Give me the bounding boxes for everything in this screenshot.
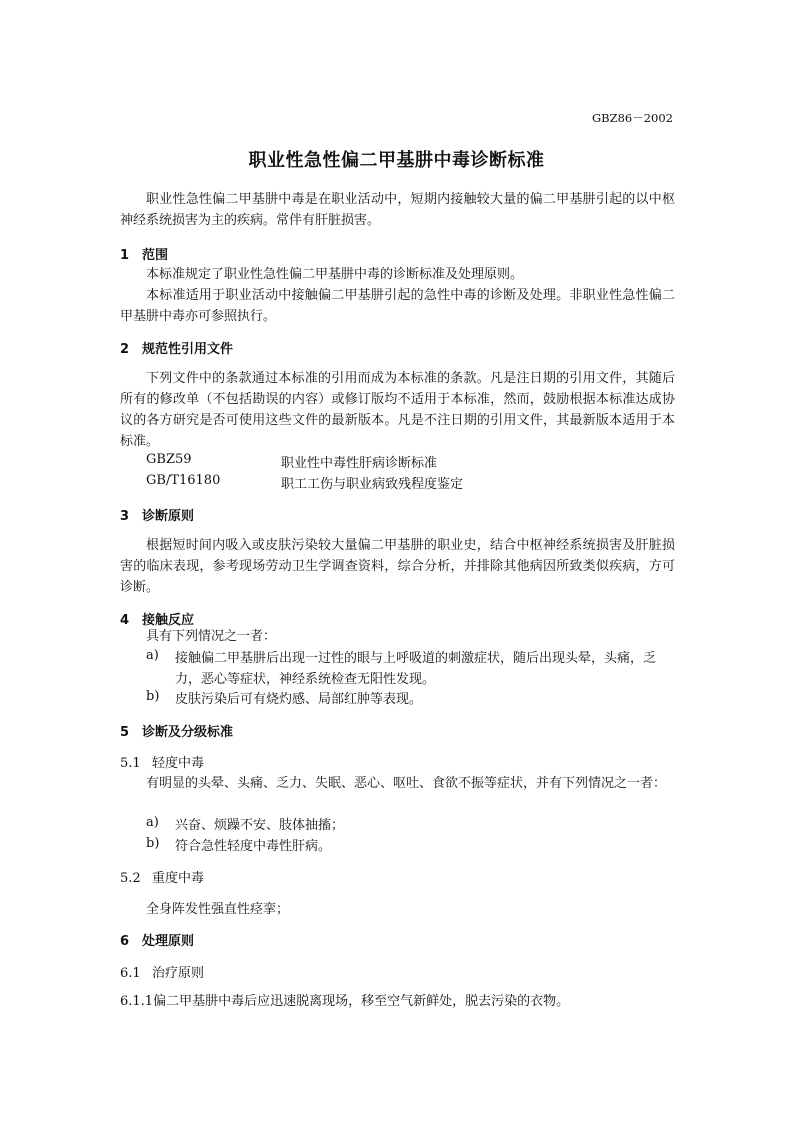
section-6-heading xyxy=(120,930,194,949)
section-1-paragraph-2: 本标准适用于职业活动中接触偏二甲基肼引起的急性中毒的诊断及处理。非职业性急性偏二甲基肼中毒亦可参照执行。 xyxy=(120,288,675,324)
list-item-mark: a) xyxy=(146,815,159,830)
reference-title: 职工工伤与职业病致残程度鉴定 xyxy=(281,477,464,492)
subsection-6-1-1-line xyxy=(120,990,569,1009)
section-title: 处理原则 xyxy=(142,934,195,949)
standard-number: GBZ86－2002 xyxy=(591,111,673,125)
subsection-number: 6.1.1 xyxy=(120,994,154,1009)
subsection-title: 治疗原则 xyxy=(152,966,205,981)
section-title: 接触反应 xyxy=(142,613,195,628)
subsection-number: 5.1 xyxy=(120,756,141,771)
section-4-lead: 具有下列情况之一者： xyxy=(146,629,277,644)
subsection-6-1-heading xyxy=(120,962,204,981)
reference-title: 职业性中毒性肝病诊断标准 xyxy=(281,456,438,471)
reference-code: GBZ59 xyxy=(146,452,192,467)
section-number: 2 xyxy=(120,342,130,357)
list-item-mark: b) xyxy=(146,689,160,704)
section-title: 诊断及分级标准 xyxy=(142,725,234,740)
subsection-5-1-heading xyxy=(120,752,204,771)
intro-paragraph: 职业性急性偏二甲基肼中毒是在职业活动中，短期内接触较大量的偏二甲基肼引起的以中枢神经系统损害为主的疾病。常伴有肝脏损害。 xyxy=(120,192,675,228)
section-1-heading xyxy=(120,244,168,263)
section-title: 范围 xyxy=(142,248,169,263)
section-title: 规范性引用文件 xyxy=(142,342,234,357)
list-item-mark: a) xyxy=(146,648,159,663)
section-2-heading xyxy=(120,338,233,357)
subsection-number: 5.2 xyxy=(120,871,141,886)
list-item-text: 接触偏二甲基肼后出现一过性的眼与上呼吸道的刺激症状，随后出现头晕，头痛，乏力，恶心等症状，神经系统检查无阳性发现。 xyxy=(175,651,657,687)
section-number: 5 xyxy=(120,725,130,740)
list-item-text: 皮肤污染后可有烧灼感、局部红肿等表现。 xyxy=(175,692,423,707)
section-title: 诊断原则 xyxy=(142,509,195,524)
reference-code: GB/T16180 xyxy=(146,473,221,488)
section-number: 1 xyxy=(120,248,130,263)
subsection-5-1-paragraph: 有明显的头晕、头痛、乏力、失眠、恶心、呕吐、食欲不振等症状，并有下列情况之一者： xyxy=(146,776,667,791)
section-number: 4 xyxy=(120,613,130,628)
list-item-mark: b) xyxy=(146,836,160,851)
subsection-text: 偏二甲基肼中毒后应迅速脱离现场，移至空气新鲜处，脱去污染的衣物。 xyxy=(153,994,570,1009)
section-3-heading xyxy=(120,505,194,524)
subsection-5-2-heading xyxy=(120,867,204,886)
list-item-text: 符合急性轻度中毒性肝病。 xyxy=(175,839,332,854)
subsection-number: 6.1 xyxy=(120,966,141,981)
section-2-paragraph-1: 下列文件中的条款通过本标准的引用而成为本标准的条款。凡是注日期的引用文件，其随后所有的修改单（不包括勘误的内容）或修订版均不适用于本标准，然而，鼓励根据本标准达成协议的各方研究是否可使用这些文件的最新版本。凡是不注日期的引用文件，其最新版本适用于本标准。 xyxy=(120,371,675,449)
subsection-5-2-paragraph: 全身阵发性强直性痉挛； xyxy=(146,902,290,917)
section-5-heading xyxy=(120,721,233,740)
list-item-text: 兴奋、烦躁不安、肢体抽搐； xyxy=(175,818,345,833)
subsection-title: 重度中毒 xyxy=(152,871,205,886)
page-title: 职业性急性偏二甲基肼中毒诊断标准 xyxy=(248,150,545,171)
section-number: 3 xyxy=(120,509,130,524)
section-number: 6 xyxy=(120,934,130,949)
subsection-title: 轻度中毒 xyxy=(152,756,205,771)
section-1-paragraph-1: 本标准规定了职业性急性偏二甲基肼中毒的诊断标准及处理原则。 xyxy=(146,267,524,282)
section-3-paragraph-1: 根据短时间内吸入或皮肤污染较大量偏二甲基肼的职业史，结合中枢神经系统损害及肝脏损害的临床表现，参考现场劳动卫生学调查资料，综合分析，并排除其他病因所致类似疾病，方可诊断。 xyxy=(120,538,675,595)
